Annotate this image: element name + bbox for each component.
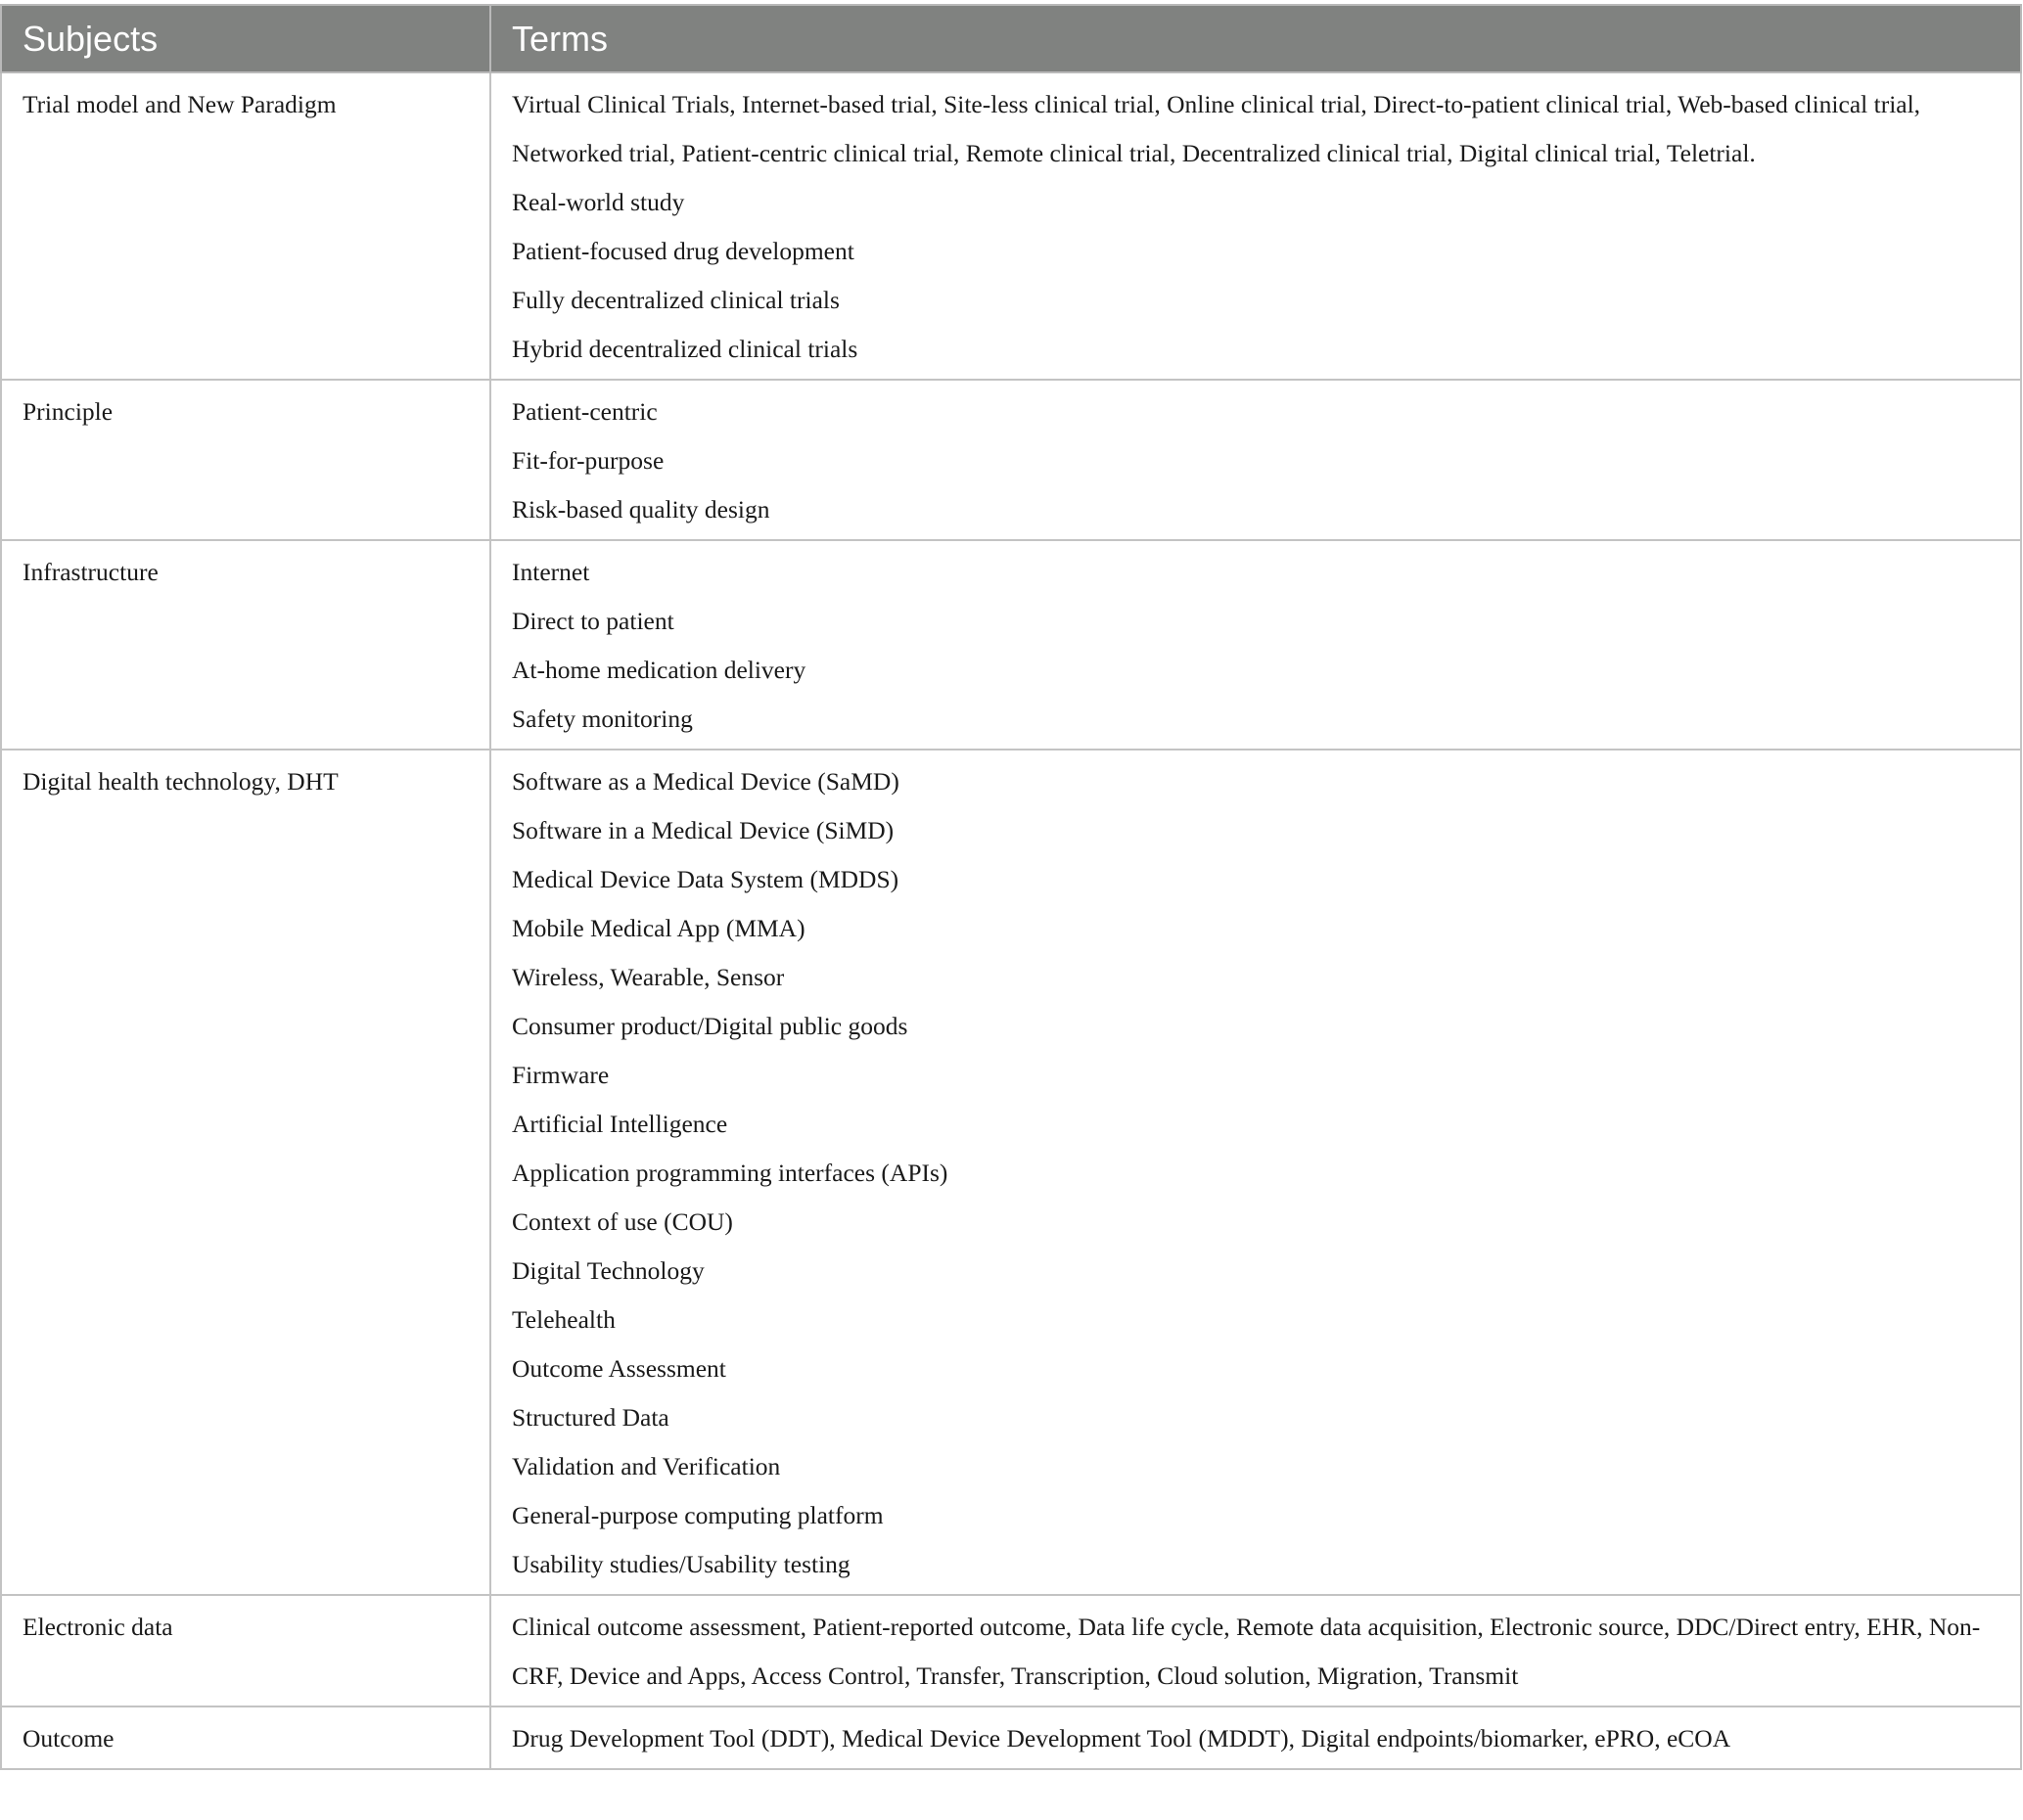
term-item: Fit-for-purpose (512, 446, 665, 475)
terms-cell (490, 750, 2021, 1595)
term-item: Drug Development Tool (DDT), Medical Device Development Tool (MDDT), Digital endpoints/biomarker, ePRO, eCOA (512, 1724, 1731, 1752)
term-item: At-home medication delivery (512, 656, 806, 684)
term-item: Safety monitoring (512, 705, 693, 733)
term-item: Wireless, Wearable, Sensor (512, 963, 785, 991)
term-item: Structured Data (512, 1403, 669, 1432)
term-item: Digital Technology (512, 1256, 705, 1285)
term-item: Software in a Medical Device (SiMD) (512, 816, 895, 844)
term-item: General-purpose computing platform (512, 1501, 884, 1529)
term-item: Outcome Assessment (512, 1354, 726, 1383)
term-item: Internet (512, 558, 590, 586)
terms-cell (490, 1595, 2021, 1706)
term-item: Direct to patient (512, 607, 674, 635)
term-item: Hybrid decentralized clinical trials (512, 335, 858, 363)
header-terms: Terms (490, 5, 2021, 72)
terms-table (0, 4, 2022, 1770)
subject-cell: Principle (1, 380, 490, 540)
term-item: Firmware (512, 1061, 610, 1089)
term-item: Application programming interfaces (APIs) (512, 1159, 948, 1187)
term-item: Telehealth (512, 1305, 616, 1334)
term-item: Software as a Medical Device (SaMD) (512, 767, 899, 796)
header-subjects: Subjects (1, 5, 490, 72)
term-item: Real-world study (512, 188, 685, 216)
term-item: Patient-centric (512, 397, 658, 426)
term-item: Validation and Verification (512, 1452, 781, 1480)
terms-cell (490, 540, 2021, 750)
table-row (1, 380, 2021, 540)
terms-cell (490, 1706, 2021, 1769)
table-row (1, 1706, 2021, 1769)
term-item: Risk-based quality design (512, 495, 770, 523)
term-item: Usability studies/Usability testing (512, 1550, 851, 1578)
term-item: Consumer product/Digital public goods (512, 1012, 908, 1040)
table-row (1, 750, 2021, 1595)
terms-cell (490, 380, 2021, 540)
term-item: Mobile Medical App (MMA) (512, 914, 805, 942)
subject-cell: Infrastructure (1, 540, 490, 750)
table-row (1, 72, 2021, 380)
subject-cell: Trial model and New Paradigm (1, 72, 490, 380)
term-item: Artificial Intelligence (512, 1110, 728, 1138)
table-row (1, 540, 2021, 750)
term-item: Context of use (COU) (512, 1207, 733, 1236)
term-item: Patient-focused drug development (512, 237, 854, 265)
term-item: Fully decentralized clinical trials (512, 286, 840, 314)
terms-cell (490, 72, 2021, 380)
subject-cell: Digital health technology, DHT (1, 750, 490, 1595)
header-row (1, 5, 2021, 72)
term-item: Medical Device Data System (MDDS) (512, 865, 899, 893)
table-row (1, 1595, 2021, 1706)
subject-cell: Outcome (1, 1706, 490, 1769)
term-item: Clinical outcome assessment, Patient-reported outcome, Data life cycle, Remote data acquisition, Electronic source, DDC/Direct entry, EHR, Non-CRF, Device and Apps, Access Control, Transfer, Transcription, Cloud solution, Migration, Transmit (512, 1613, 1981, 1690)
term-item: Virtual Clinical Trials, Internet-based trial, Site-less clinical trial, Online clinical trial, Direct-to-patient clinical trial, Web-based clinical trial, Networked trial, Patient-centric clinical trial, Remote clinical trial, Decentralized clinical trial, Digital clinical trial, Teletrial. (512, 90, 1921, 167)
subject-cell: Electronic data (1, 1595, 490, 1706)
